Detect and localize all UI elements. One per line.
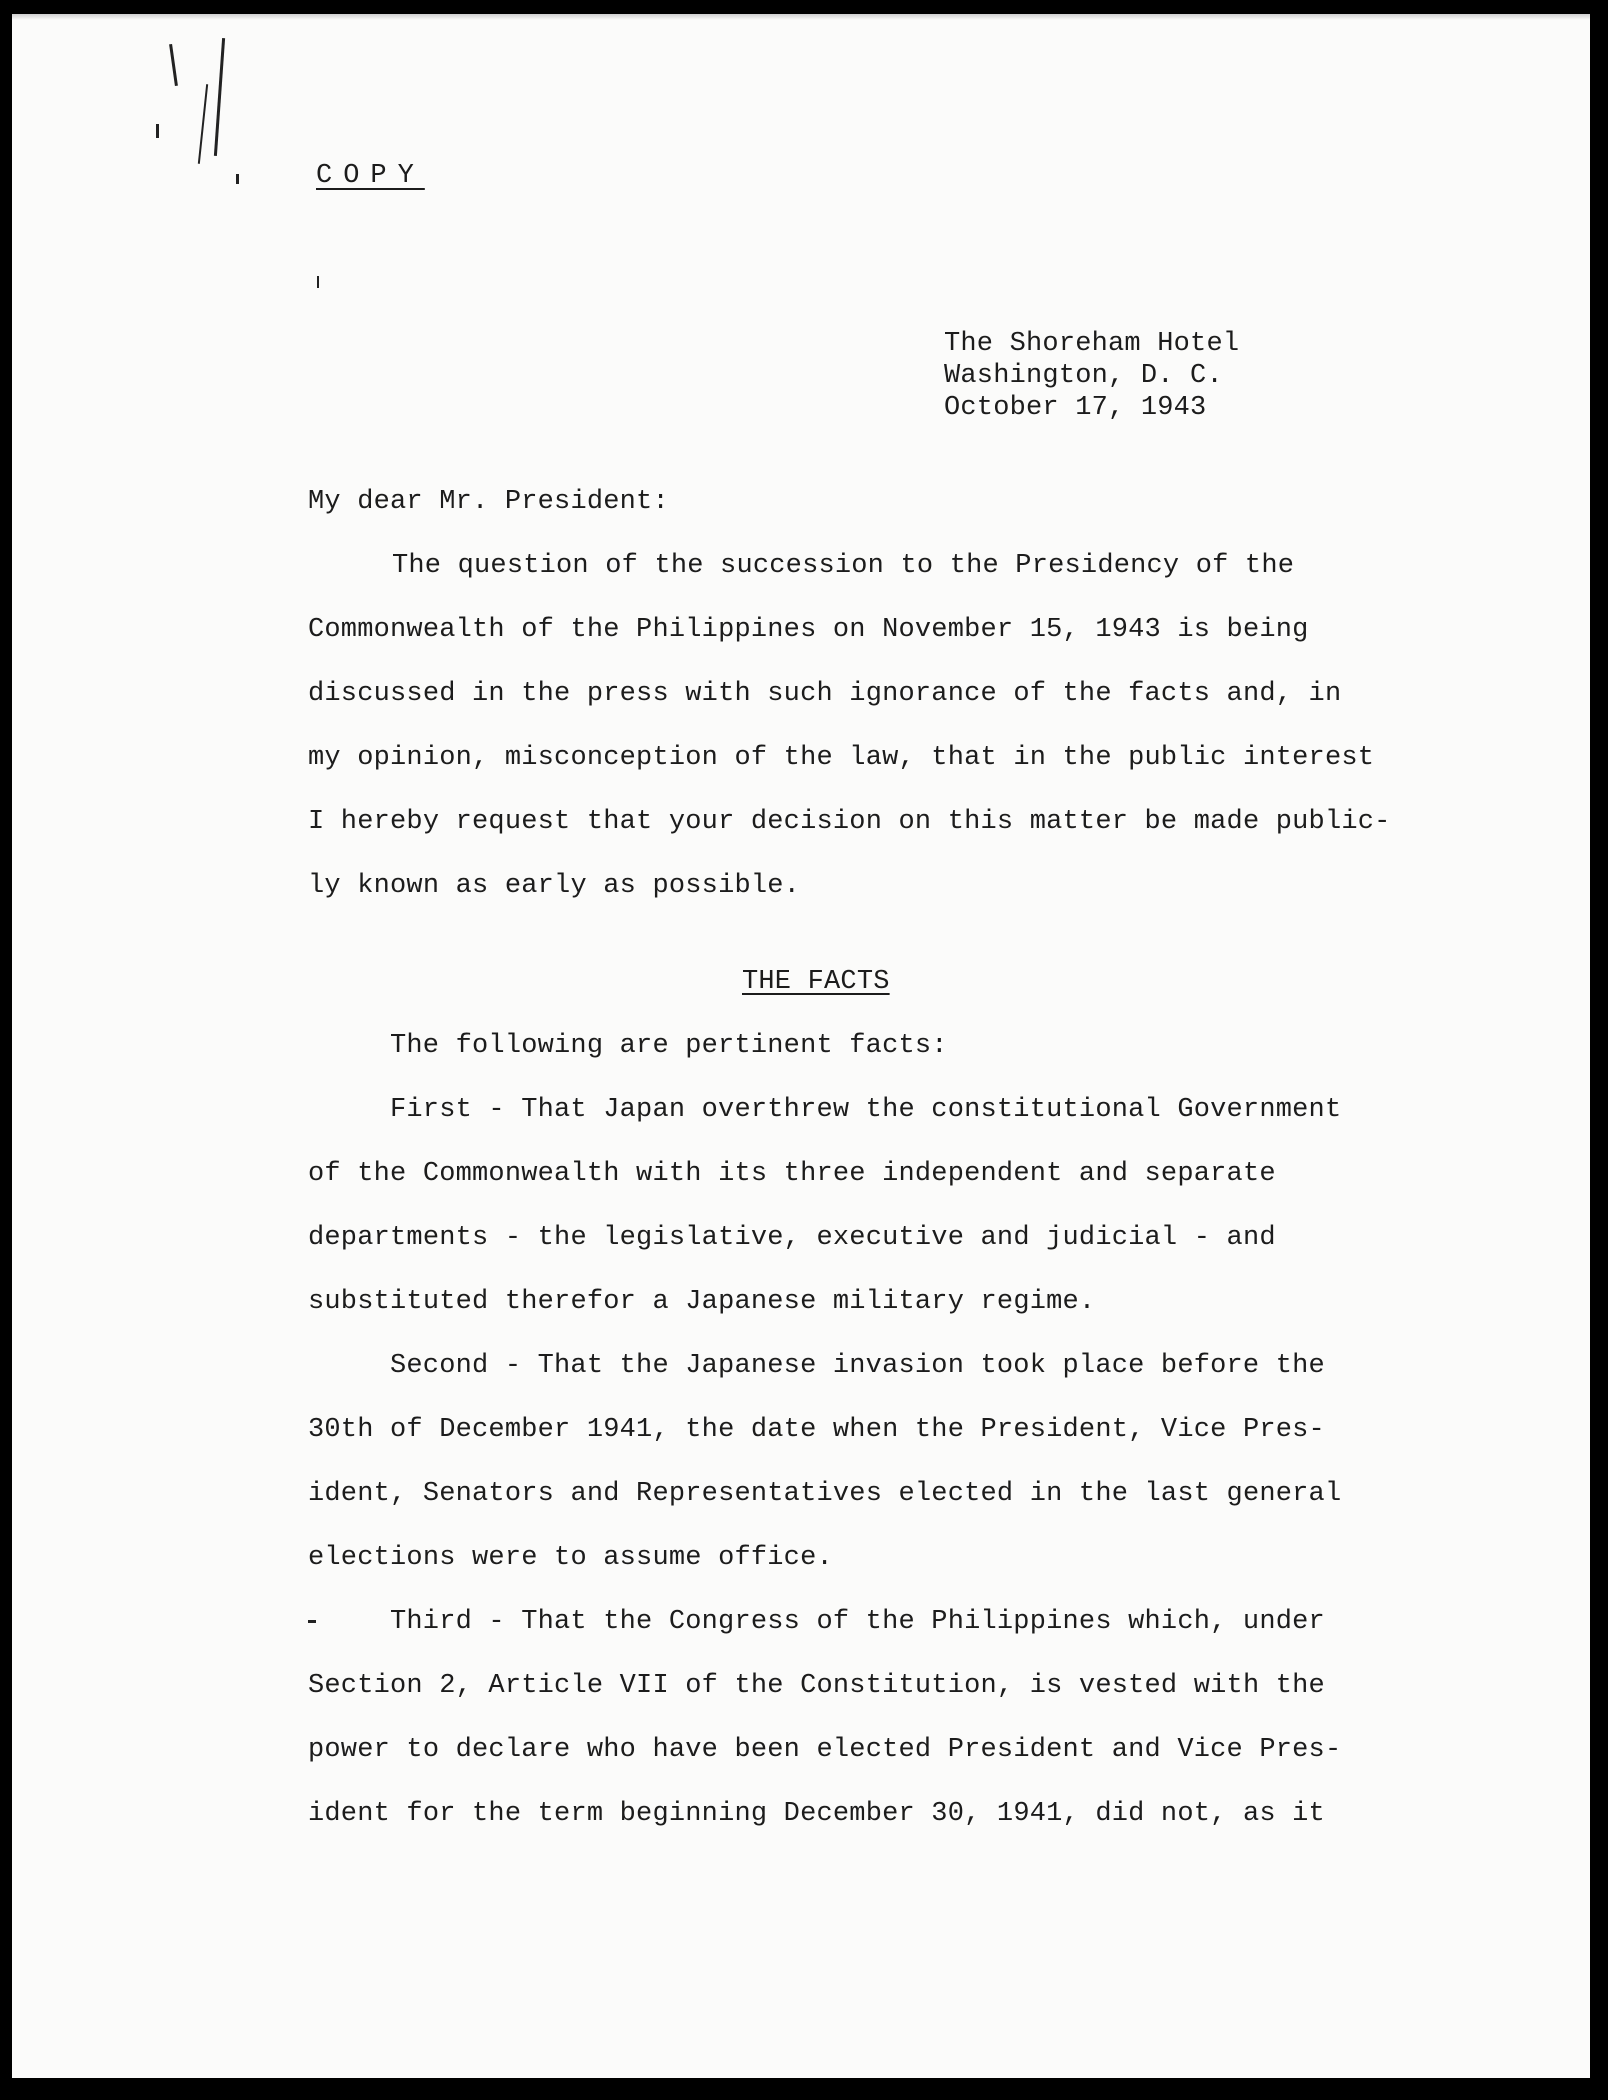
facts-line: Third - That the Congress of the Philippines which, under — [390, 1607, 1325, 1637]
intro-line: discussed in the press with such ignorance of the facts and, in — [308, 679, 1342, 709]
facts-line: departments - the legislative, executive and judicial - and — [308, 1223, 1276, 1253]
top-edge-shadow — [12, 14, 1590, 20]
address-line-city: Washington, D. C. — [944, 361, 1223, 391]
margin-mark — [169, 44, 178, 86]
salutation: My dear Mr. President: — [308, 487, 669, 517]
intro-line: ly known as early as possible. — [308, 871, 801, 901]
facts-line: ident, Senators and Representatives elected in the last general — [308, 1479, 1342, 1509]
facts-line: substituted therefor a Japanese military regime. — [308, 1287, 1096, 1317]
margin-mark — [236, 174, 239, 184]
facts-line: Second - That the Japanese invasion took place before the — [390, 1351, 1325, 1381]
margin-mark — [317, 276, 319, 288]
margin-mark — [214, 38, 225, 156]
facts-line: elections were to assume office. — [308, 1543, 833, 1573]
margin-mark — [198, 84, 208, 164]
margin-mark — [156, 124, 159, 138]
intro-line: Commonwealth of the Philippines on November 15, 1943 is being — [308, 615, 1309, 645]
facts-line: 30th of December 1941, the date when the President, Vice Pres- — [308, 1415, 1325, 1445]
facts-line: of the Commonwealth with its three independent and separate — [308, 1159, 1276, 1189]
facts-line: ident for the term beginning December 30, 1941, did not, as it — [308, 1799, 1325, 1829]
address-line-date: October 17, 1943 — [944, 393, 1207, 423]
intro-line: The question of the succession to the Presidency of the — [392, 551, 1295, 581]
letter-sheet — [12, 14, 1590, 2078]
intro-line: I hereby request that your decision on this matter be made public- — [308, 807, 1391, 837]
facts-line: Section 2, Article VII of the Constitution, is vested with the — [308, 1671, 1325, 1701]
facts-line: power to declare who have been elected President and Vice Pres- — [308, 1735, 1342, 1765]
facts-line: First - That Japan overthrew the constitutional Government — [390, 1095, 1342, 1125]
intro-line: my opinion, misconception of the law, that in the public interest — [308, 743, 1375, 773]
facts-line: The following are pertinent facts: — [390, 1031, 948, 1061]
margin-mark — [308, 1620, 316, 1623]
address-line-hotel: The Shoreham Hotel — [944, 329, 1240, 359]
section-heading: THE FACTS — [742, 967, 890, 997]
copy-label: COPY — [316, 161, 425, 191]
